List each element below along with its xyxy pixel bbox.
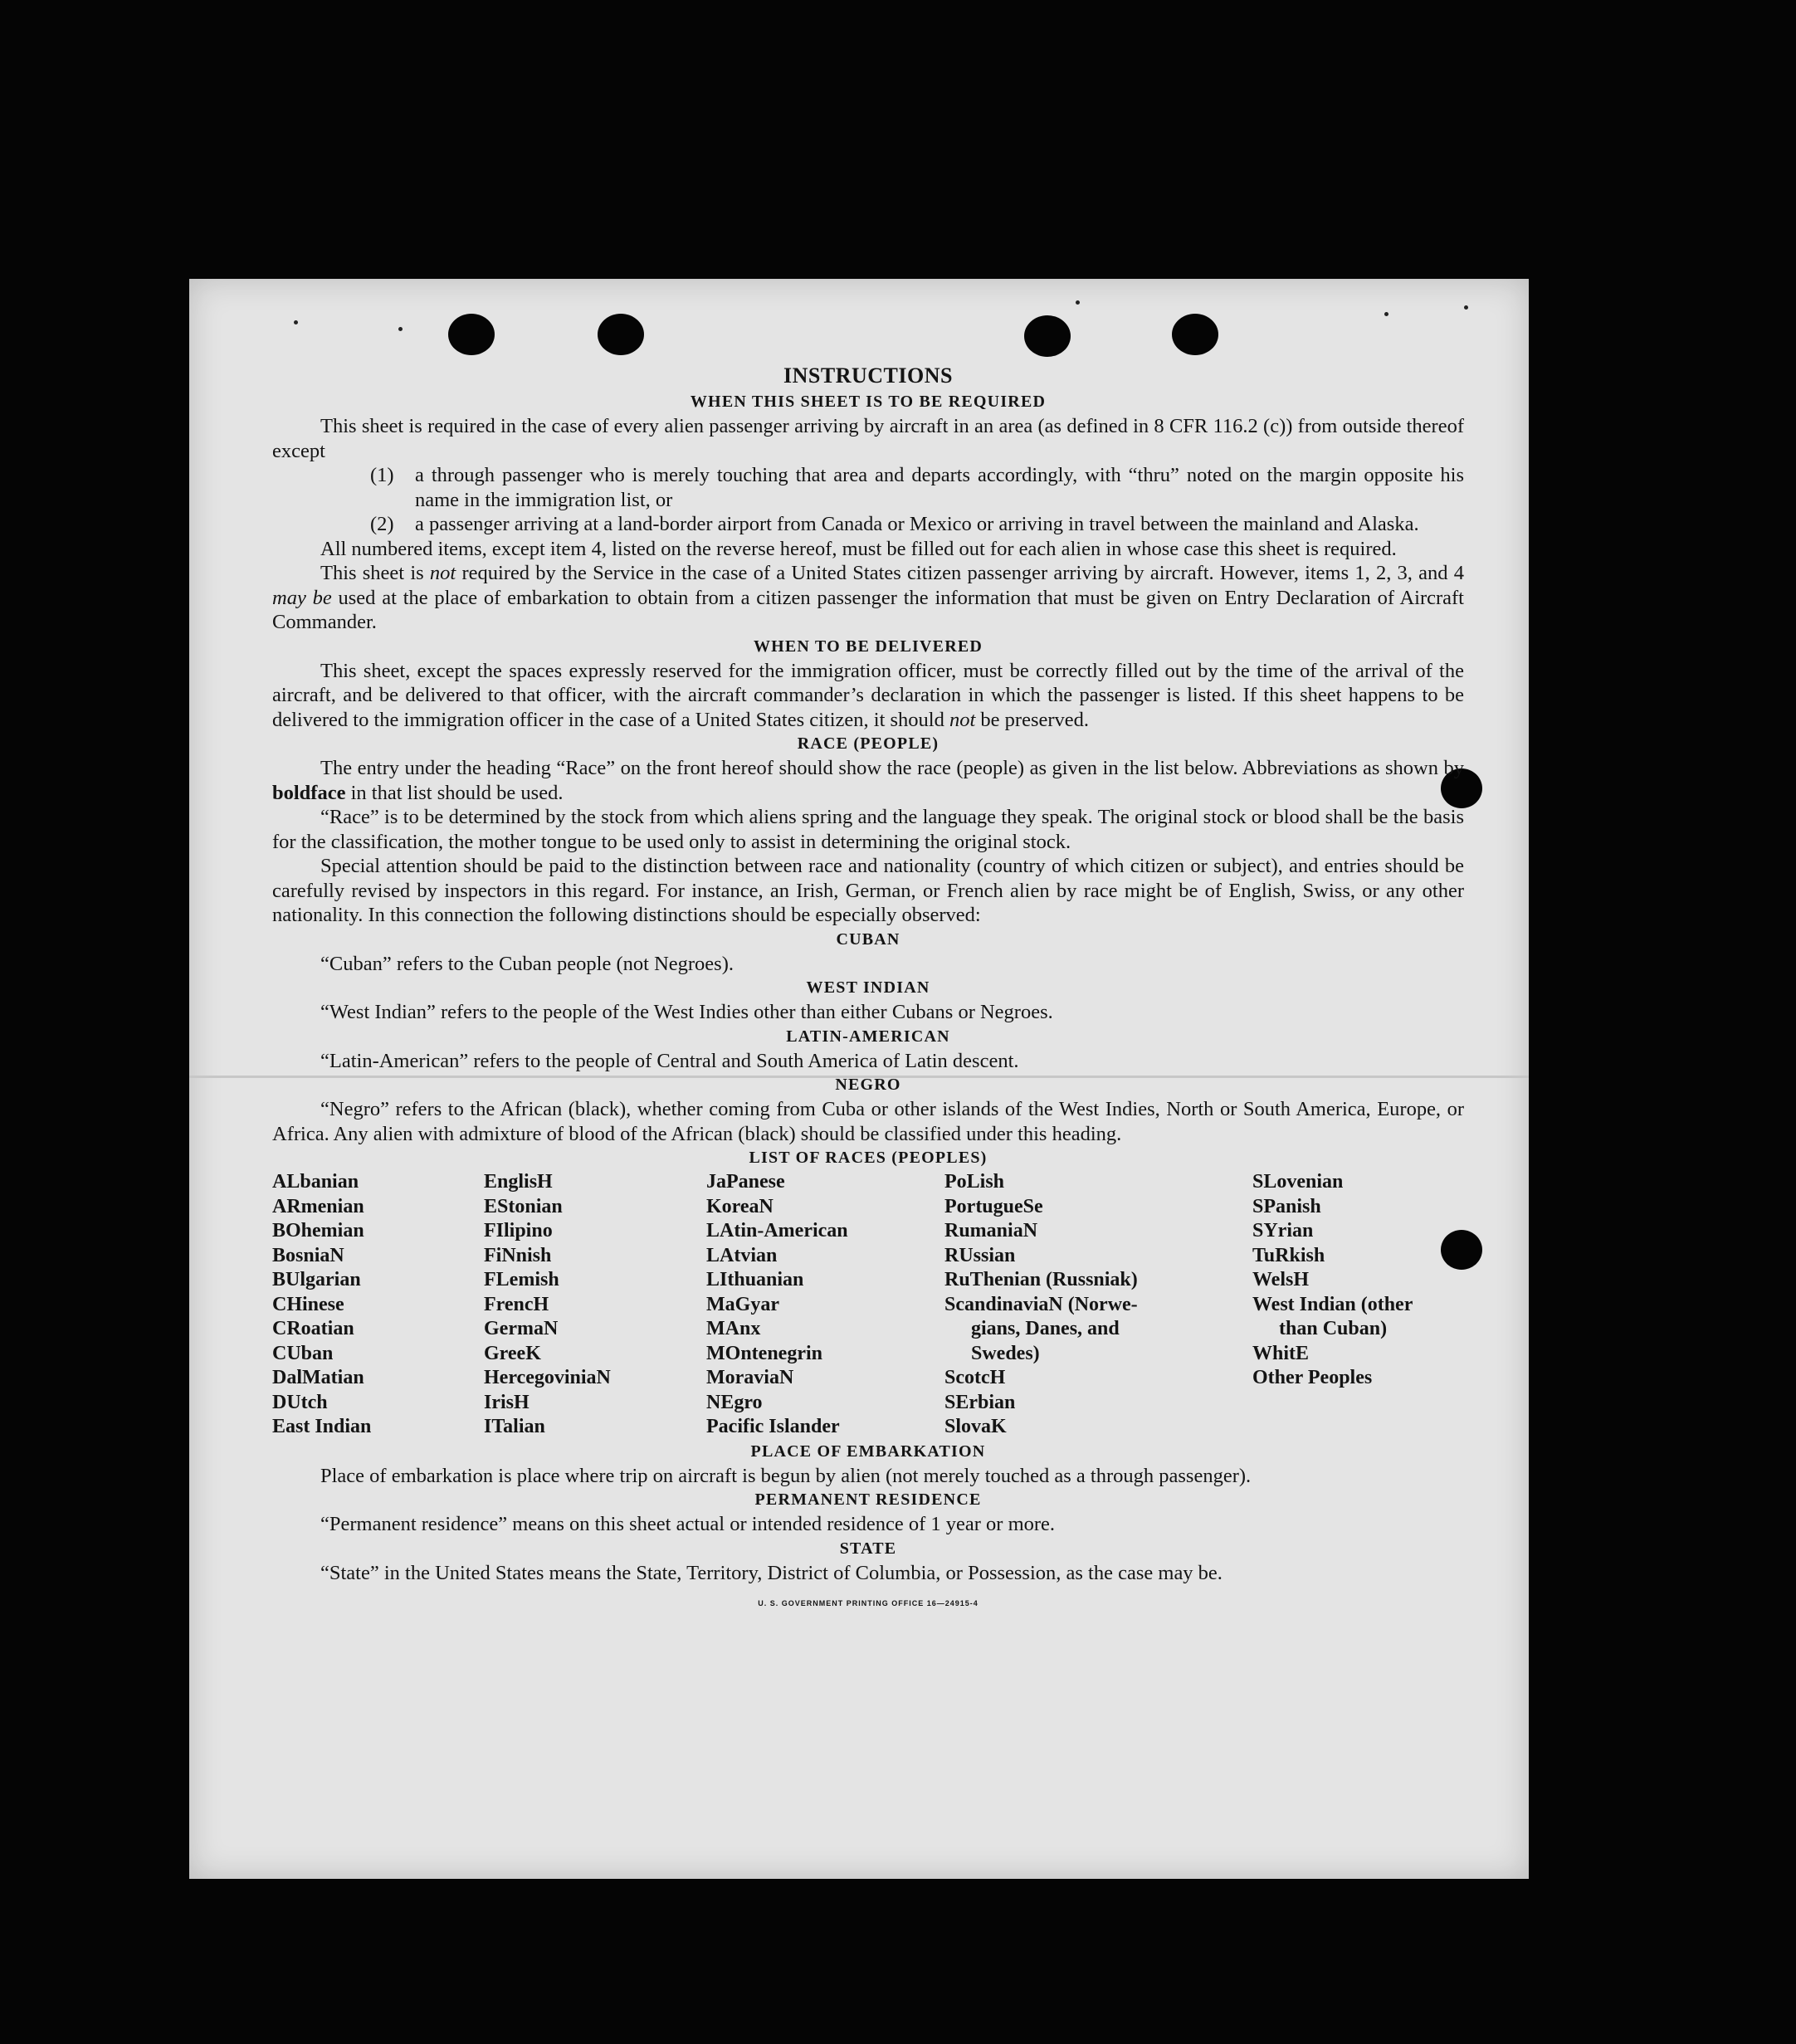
race-entry: BUlgarian [272, 1269, 361, 1290]
race-entry: BosniaN [272, 1244, 344, 1266]
race-entry: Swedes) [971, 1342, 1040, 1364]
punch-hole [598, 314, 644, 355]
section-heading-latin-american: LATIN-AMERICAN [786, 1027, 950, 1046]
paragraph: “Latin-American” refers to the people of Central and South America of Latin descent. [320, 1049, 1019, 1072]
race-entry: FLemish [484, 1269, 559, 1290]
race-entry: FiNnish [484, 1244, 552, 1266]
punch-hole [1172, 314, 1218, 355]
page-title: INSTRUCTIONS [783, 363, 953, 388]
race-entry: RUssian [944, 1244, 1016, 1266]
paper-speck [1384, 312, 1388, 316]
races-list [272, 1170, 1464, 1440]
race-entry: EnglisH [484, 1171, 553, 1193]
race-entry: LIthuanian [706, 1269, 804, 1290]
race-entry: CRoatian [272, 1318, 354, 1339]
race-entry: than Cuban) [1279, 1318, 1388, 1339]
race-entry: MAnx [706, 1318, 761, 1339]
emphasis-text: may be [272, 586, 332, 609]
paragraph: “Negro” refers to the African (black), whether coming from Cuba or other islands of the West Indies, North or South America, Europe, or Africa. Any alien with admixture of blood of the African (black) should be classified under this heading. [272, 1098, 1464, 1145]
race-entry: WhitE [1252, 1342, 1310, 1364]
race-entry: DUtch [272, 1391, 328, 1413]
race-entry: DalMatian [272, 1367, 364, 1388]
race-entry: MoraviaN [706, 1367, 794, 1388]
paragraph [272, 659, 1464, 733]
text-run: The entry under the heading “Race” on the front hereof should show the race (people) as given in the list below. Abbreviations as shown by [320, 757, 1464, 779]
race-entry: PoLish [944, 1171, 1005, 1193]
race-entry: MOntenegrin [706, 1342, 822, 1364]
race-entry: IrisH [484, 1391, 530, 1413]
race-entry: NEgro [706, 1391, 763, 1413]
race-entry: gians, Danes, and [971, 1318, 1120, 1339]
section-heading-required: WHEN THIS SHEET IS TO BE REQUIRED [690, 393, 1047, 411]
race-entry: SPanish [1252, 1195, 1321, 1217]
paragraph: Place of embarkation is place where trip on aircraft is begun by alien (not merely touched as a through passenger). [320, 1464, 1252, 1487]
race-entry: KoreaN [706, 1195, 774, 1217]
races-column [1252, 1170, 1464, 1440]
races-column [944, 1170, 1252, 1440]
printing-office-footer: U. S. GOVERNMENT PRINTING OFFICE 16—24915-4 [758, 1599, 979, 1607]
punch-hole [1024, 315, 1071, 357]
race-entry: FrencH [484, 1293, 549, 1315]
race-entry: LAtin-American [706, 1220, 848, 1242]
race-entry: ALbanian [272, 1171, 359, 1193]
paragraph: Special attention should be paid to the distinction between race and nationality (country of which citizen or subject), and entries should be carefully revised by inspectors in this regard. For instance, an Irish, German, or French alien by race might be of English, Swiss, or any other nationality. In this connection the following distinctions should be especially observed: [272, 855, 1464, 926]
list-item [272, 463, 1464, 512]
paragraph: “Race” is to be determined by the stock from which aliens spring and the language they speak. The original stock or blood shall be the basis for the classification, the mother tongue to be used only to assist in determining the original stock. [272, 806, 1464, 853]
race-entry: EStonian [484, 1195, 563, 1217]
text-run: used at the place of embarkation to obtain from a citizen passenger the information that must be given on Entry Declaration of Aircraft Commander. [272, 586, 1464, 633]
paragraph: “West Indian” refers to the people of the West Indies other than either Cubans or Negroes. [320, 1001, 1053, 1023]
race-entry: West Indian (other [1252, 1293, 1413, 1315]
race-entry: Other Peoples [1252, 1367, 1373, 1388]
text-run: be preserved. [975, 708, 1090, 731]
race-entry: BOhemian [272, 1220, 364, 1242]
section-heading-state: STATE [839, 1539, 897, 1558]
race-entry: ScotcH [944, 1367, 1006, 1388]
paragraph: “Permanent residence” means on this sheet actual or intended residence of 1 year or more. [320, 1513, 1056, 1535]
section-heading-residence: PERMANENT RESIDENCE [754, 1490, 982, 1509]
paragraph: “State” in the United States means the State, Territory, District of Columbia, or Possession, as the case may be. [320, 1561, 1223, 1584]
section-heading-cuban: CUBAN [836, 929, 900, 949]
paragraph [272, 561, 1464, 635]
race-entry: CHinese [272, 1293, 344, 1315]
races-column [706, 1170, 944, 1440]
race-entry: ARmenian [272, 1195, 364, 1217]
race-entry: SlovaK [944, 1416, 1007, 1437]
text-run: in that list should be used. [345, 781, 564, 804]
paragraph: All numbered items, except item 4, listed on the reverse hereof, must be filled out for each alien in whose case this sheet is required. [320, 537, 1397, 560]
race-entry: RumaniaN [944, 1220, 1038, 1242]
section-heading-west-indian: WEST INDIAN [806, 978, 930, 997]
race-entry: JaPanese [706, 1171, 785, 1193]
paper-speck [294, 320, 298, 324]
race-entry: ScandinaviaN (Norwe- [944, 1293, 1138, 1315]
paper-speck [1076, 300, 1080, 305]
instructions-content [272, 362, 1464, 1617]
emphasis-text: not [429, 562, 456, 584]
item-number: (2) [370, 513, 394, 535]
section-heading-race: RACE (PEOPLE) [797, 734, 939, 753]
race-entry: WelsH [1252, 1269, 1310, 1290]
item-number: (1) [370, 464, 394, 486]
punch-hole [448, 314, 495, 355]
race-entry: SYrian [1252, 1220, 1314, 1242]
paragraph: “Cuban” refers to the Cuban people (not Negroes). [320, 952, 734, 975]
race-entry: CUban [272, 1342, 334, 1364]
race-entry: HercegoviniaN [484, 1367, 611, 1388]
section-heading-negro: NEGRO [835, 1076, 901, 1094]
race-entry: GermaN [484, 1318, 559, 1339]
race-entry: PortugueSe [944, 1195, 1043, 1217]
text-run: This sheet, except the spaces expressly reserved for the immigration officer, must be correctly filled out by the time of the arrival of the aircraft, and be delivered to that officer, with the aircraft commander’s declaration in which the passenger is listed. If this sheet happens to be delivered to the immigration officer in the case of a United States citizen, it should [272, 659, 1464, 731]
race-entry: FIlipino [484, 1220, 553, 1242]
race-entry: SLovenian [1252, 1171, 1344, 1193]
list-item [272, 512, 1464, 537]
document-sheet [189, 279, 1529, 1879]
section-heading-races-list: LIST OF RACES (PEOPLES) [749, 1149, 988, 1167]
text-run: required by the Service in the case of a United States citizen passenger arriving by aircraft. However, items 1, 2, 3, and 4 [456, 562, 1464, 584]
races-column [272, 1170, 484, 1440]
race-entry: East Indian [272, 1416, 372, 1437]
race-entry: RuThenian (Russniak) [944, 1269, 1138, 1290]
race-entry: TuRkish [1252, 1244, 1325, 1266]
race-entry: ITalian [484, 1416, 545, 1437]
bold-text: boldface [272, 781, 346, 804]
races-column [484, 1170, 706, 1440]
section-heading-embarkation: PLACE OF EMBARKATION [750, 1442, 986, 1461]
race-entry: Pacific Islander [706, 1416, 840, 1437]
item-text: a through passenger who is merely touching that area and departs accordingly, with “thru” noted on the margin opposite his name in the immigration list, or [415, 464, 1464, 511]
race-entry: SErbian [944, 1391, 1016, 1413]
section-heading-delivered: WHEN TO BE DELIVERED [753, 637, 983, 656]
paragraph: This sheet is required in the case of every alien passenger arriving by aircraft in an area (as defined in 8 CFR 116.2 (c)) from outside thereof except [272, 415, 1464, 462]
text-run: This sheet is [320, 562, 430, 584]
race-entry: LAtvian [706, 1244, 778, 1266]
item-text: a passenger arriving at a land-border airport from Canada or Mexico or arriving in travel between the mainland and Alaska. [415, 513, 1419, 535]
paragraph [272, 756, 1464, 805]
paper-speck [398, 327, 403, 331]
emphasis-text: not [949, 708, 976, 731]
race-entry: MaGyar [706, 1293, 779, 1315]
paper-speck [1464, 305, 1468, 310]
race-entry: GreeK [484, 1342, 541, 1364]
